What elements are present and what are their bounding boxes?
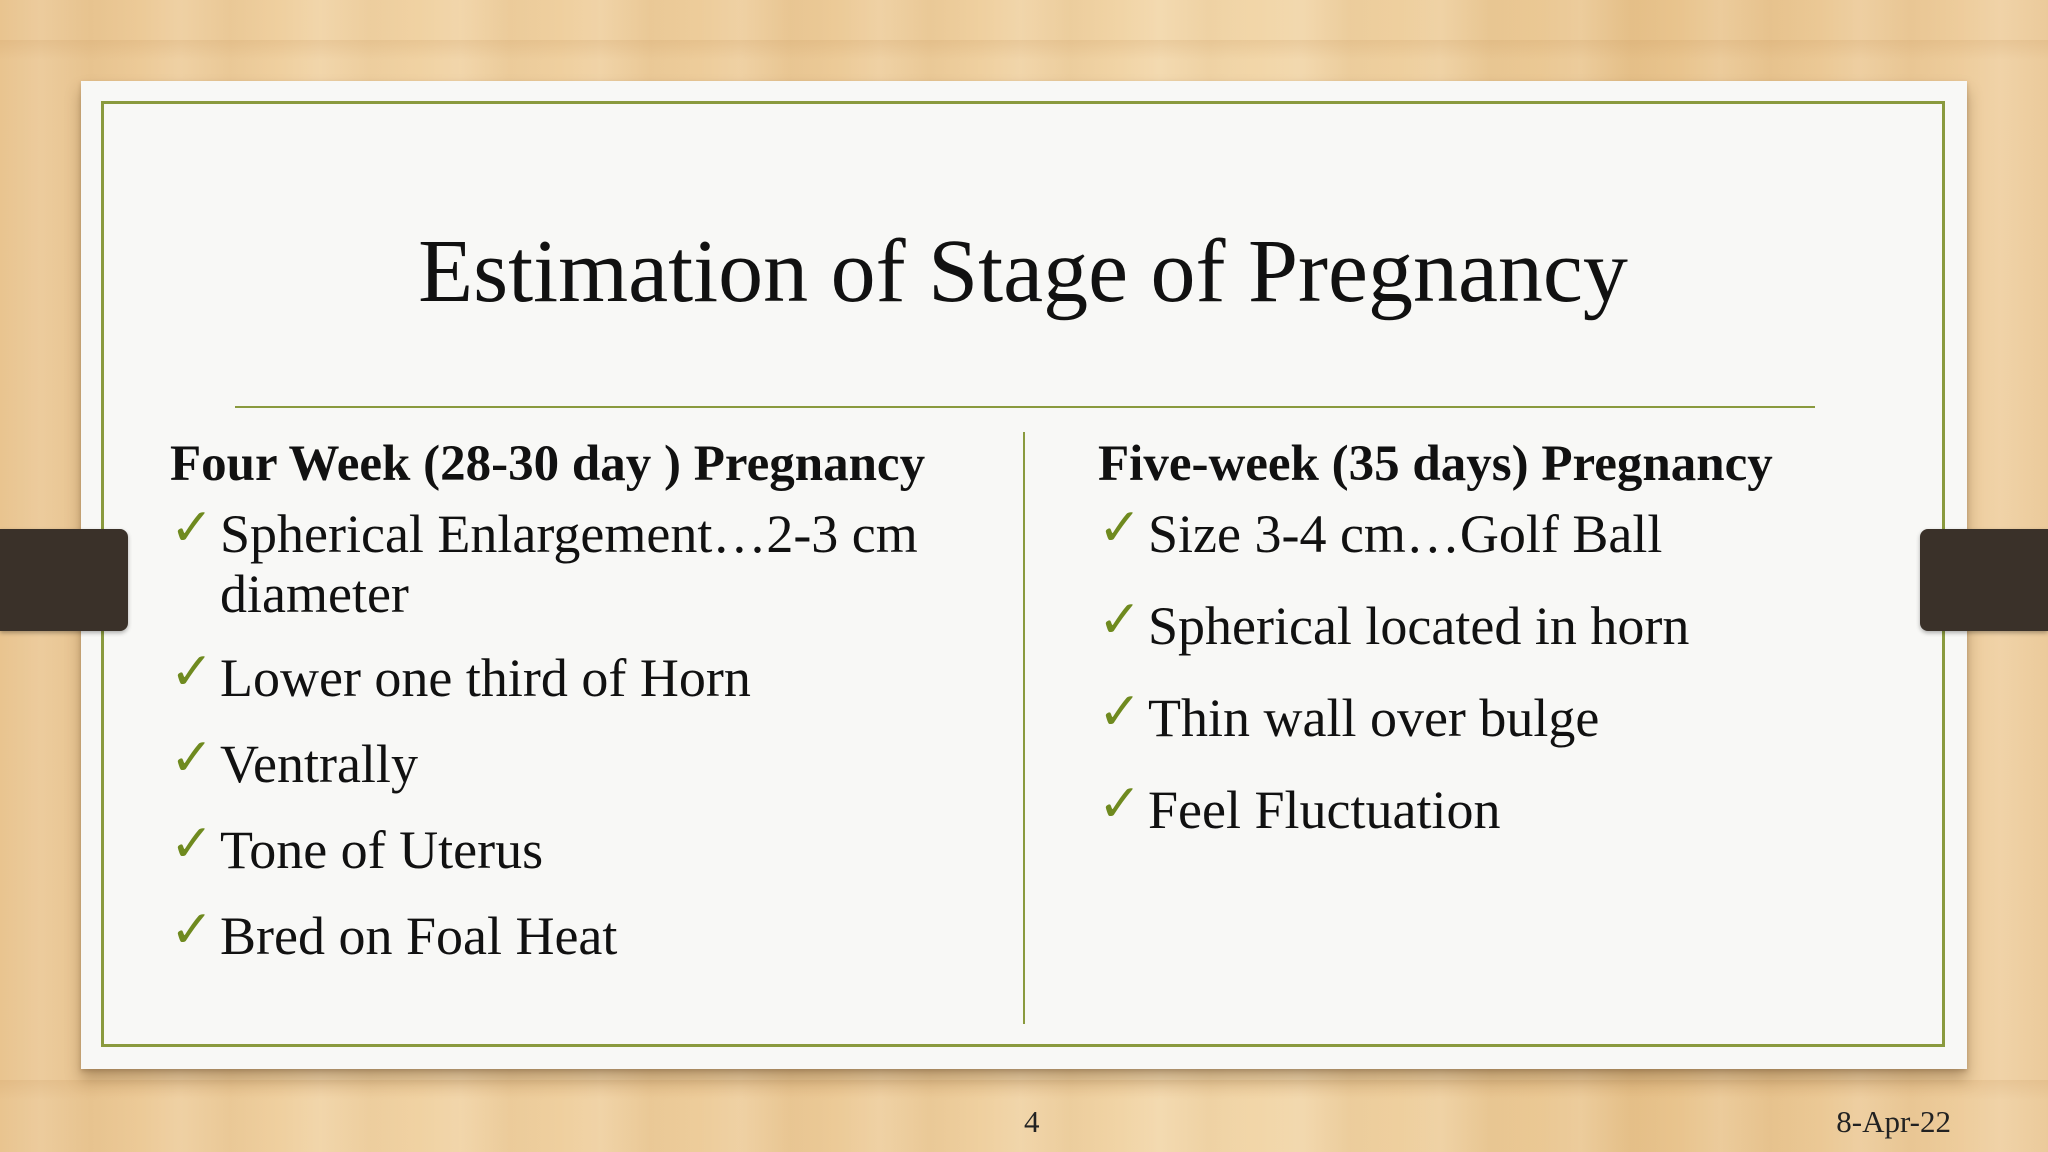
column-divider xyxy=(1023,432,1025,1024)
list-item xyxy=(1098,590,1898,657)
list-item xyxy=(170,728,1010,795)
checkmark-icon: ✓ xyxy=(1098,498,1142,559)
list-item xyxy=(170,814,1010,881)
list-item-text: Ventrally xyxy=(220,734,418,795)
title-divider xyxy=(235,406,1815,408)
left-column xyxy=(170,432,1010,992)
list-item-text: Bred on Foal Heat xyxy=(220,906,618,967)
wood-grain xyxy=(0,1080,2048,1100)
checkmark-icon: ✓ xyxy=(170,814,214,875)
checkmark-icon: ✓ xyxy=(170,642,214,703)
checkmark-icon: ✓ xyxy=(1098,682,1142,743)
right-bullet-list xyxy=(1098,498,1898,841)
checkmark-icon: ✓ xyxy=(170,728,214,789)
list-item-text: Spherical Enlargement…2-3 cm diameter xyxy=(220,504,918,625)
binder-clip-right xyxy=(1920,529,2048,631)
list-item-text: Thin wall over bulge xyxy=(1148,688,1600,749)
list-item xyxy=(1098,682,1898,749)
list-item xyxy=(170,642,1010,709)
list-item-text: Feel Fluctuation xyxy=(1148,780,1501,841)
checkmark-icon: ✓ xyxy=(1098,590,1142,651)
list-item-text: Size 3-4 cm…Golf Ball xyxy=(1148,504,1663,565)
left-column-heading: Four Week (28-30 day ) Pregnancy xyxy=(170,436,926,492)
list-item xyxy=(1098,774,1898,841)
right-column xyxy=(1098,432,1898,872)
binder-clip-left xyxy=(0,529,128,631)
wood-grain xyxy=(0,40,2048,60)
list-item-text: Spherical located in horn xyxy=(1148,596,1690,657)
slide-number: 4 xyxy=(1024,1104,1040,1139)
left-bullet-list xyxy=(170,498,1010,967)
right-column-heading: Five-week (35 days) Pregnancy xyxy=(1098,436,1773,492)
list-item xyxy=(170,498,1010,625)
checkmark-icon: ✓ xyxy=(170,498,214,559)
list-item-text: Tone of Uterus xyxy=(220,820,544,881)
list-item xyxy=(170,900,1010,967)
list-item xyxy=(1098,498,1898,565)
slide-date: 8-Apr-22 xyxy=(1836,1104,1951,1139)
list-item-text: Lower one third of Horn xyxy=(220,648,751,709)
slide-title: Estimation of Stage of Pregnancy xyxy=(418,222,1628,321)
checkmark-icon: ✓ xyxy=(1098,774,1142,835)
checkmark-icon: ✓ xyxy=(170,900,214,961)
